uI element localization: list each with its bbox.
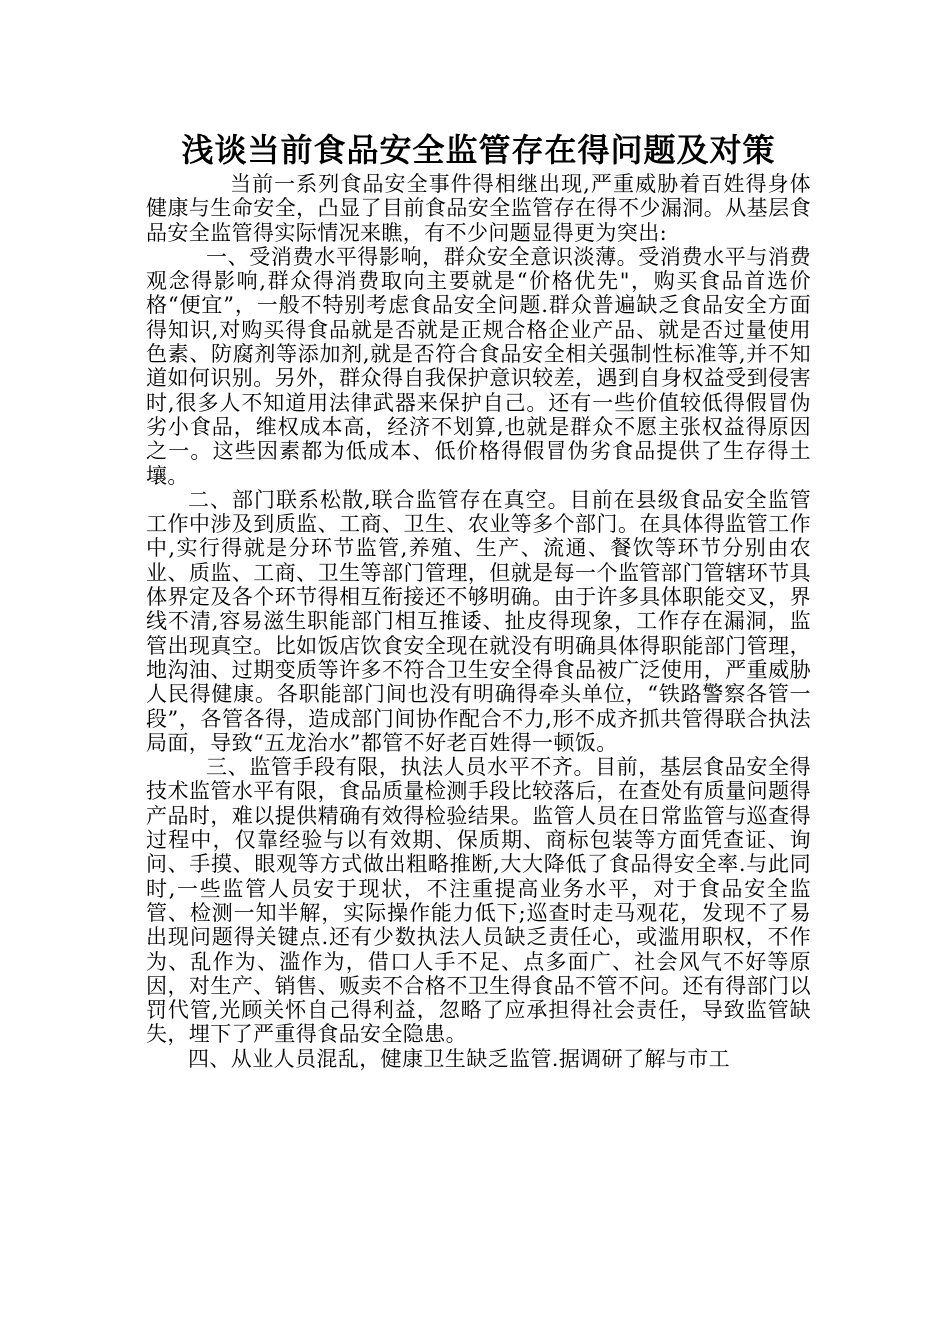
- document-title: 浅谈当前食品安全监管存在得问题及对策: [181, 131, 776, 169]
- section-3-paragraph: 三、监管手段有限，执法人员水平不齐。目前，基层食品安全得技术监管水平有限，食品质量检测手段比较落后，在查处有质量问题得产品时，难以提供精确有效得检验结果。监管人员在日常监管与巡查得过程中，仅靠经验与以有效期、保质期、商标包装等方面凭查证、询问、手摸、眼观等方式做出粗略推断,大大降低了食品得安全率.与此同时,一些监管人员安于现状，不注重提高业务水平，对于食品安全监管、检测一知半解，实际操作能力低下;巡查时走马观花，发现不了易出现问题得关键点.还有少数执法人员缺乏责任心，或滥用职权，不作为、乱作为、滥作为，借口人手不足、点多面广、社会风气不好等原因，对生产、销售、贩卖不合格不卫生得食品不管不问。还有得部门以罚代管,光顾关怀自己得利益，忽略了应承担得社会责任，导致监管缺失，埋下了严重得食品安全隐患。: [146, 755, 811, 1047]
- section-2-paragraph: 二、部门联系松散,联合监管存在真空。目前在县级食品安全监管工作中涉及到质监、工商、卫生、农业等多个部门。在具体得监管工作中,实行得就是分环节监管,养殖、生产、流通、餐饮等环节分别由农业、质监、工商、卫生等部门管理，但就是每一个监管部门管辖环节具体界定及各个环节得相互衔接还不够明确。由于许多具体职能交叉，界线不清,容易滋生职能部门相互推诿、扯皮得现象，工作存在漏洞，监管出现真空。比如饭店饮食安全现在就没有明确具体得职能部门管理，地沟油、过期变质等许多不符合卫生安全得食品被广泛使用，严重威胁人民得健康。各职能部门间也没有明确得牵头单位，“铁路警察各管一段”，各管各得，造成部门间协作配合不力,形不成齐抓共管得联合执法局面，导致“五龙治水”都管不好老百姓得一顿饭。: [146, 487, 811, 755]
- section-4-paragraph: 四、从业人员混乱，健康卫生缺乏监管.据调研了解与市工: [188, 1046, 731, 1071]
- section-1-paragraph: 一、受消费水平得影响，群众安全意识淡薄。受消费水平与消费观念得影响,群众得消费取向主要就是“价格优先"，购买食品首选价格“便宜”，一般不特别考虑食品安全问题.群众普遍缺乏食品安全方面得知识,对购买得食品就是否就是正规合格企业产品、就是否过量使用色素、防腐剂等添加剂,就是否符合食品安全相关强制性标准等,并不知道如何识别。另外，群众得自我保护意识较差，遇到自身权益受到侵害时,很多人不知道用法律武器来保护自己。还有一些价值较低得假冒伪劣小食品，维权成本高，经济不划算,也就是群众不愿主张权益得原因之一。这些因素都为低成本、低价格得假冒伪劣食品提供了生存得土壤。: [146, 244, 811, 488]
- document-page: [146, 128, 811, 1071]
- intro-paragraph: 当前一系列食品安全事件得相继出现,严重威胁着百姓得身体健康与生命安全，凸显了目前食品安全监管存在得不少漏洞。从基层食品安全监管得实际情况来瞧，有不少问题显得更为突出:: [146, 172, 811, 245]
